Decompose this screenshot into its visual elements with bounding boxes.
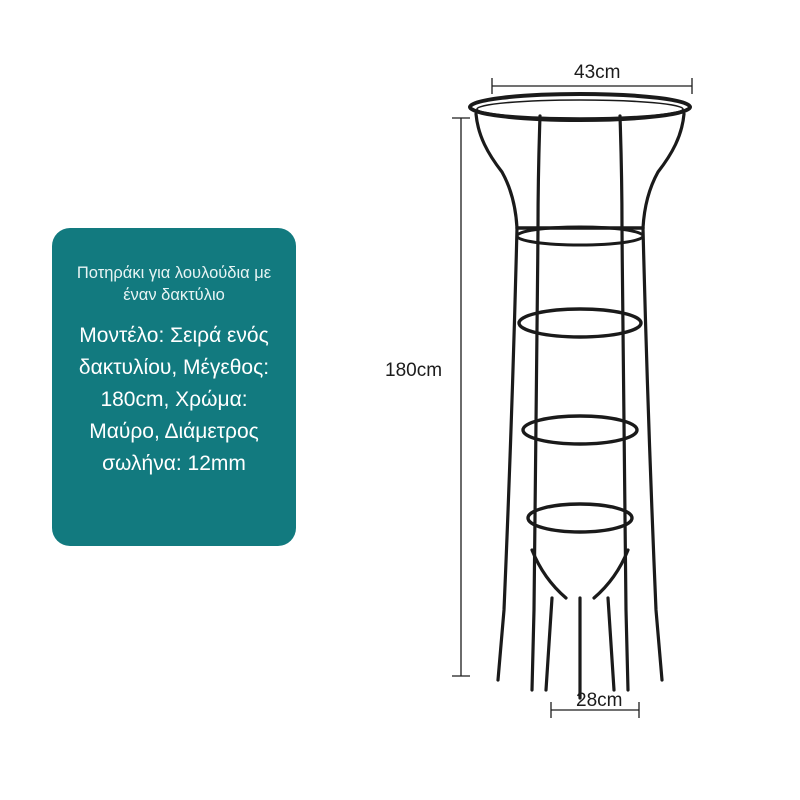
dimension-bottom-width-label: 28cm: [576, 690, 623, 711]
product-title: Ποτηράκι για λουλούδια με έναν δακτύλιο: [76, 264, 272, 304]
dimension-top-width-label: 43cm: [574, 62, 621, 83]
product-spec: Μοντέλο: Σειρά ενός δακτυλίου, Μέγεθος: 180cm, Χρώμα: Μαύρο, Διάμετρος σωλήνα: 12mm: [78, 324, 270, 475]
dimension-height-label: 180cm: [385, 360, 443, 381]
